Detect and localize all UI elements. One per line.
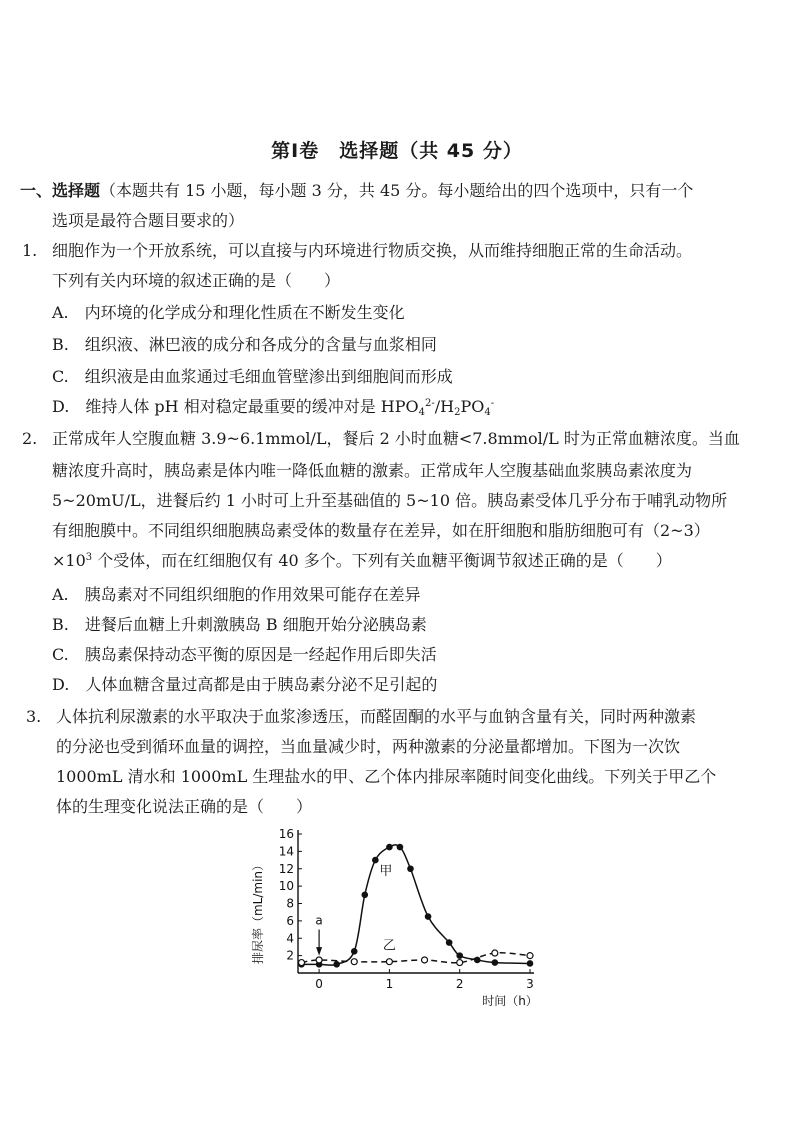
q1-option-c: C. 组织液是由血浆通过毛细血管壁渗出到细胞间而形成 — [52, 367, 453, 386]
q2-line5-pre: ×10 — [52, 551, 86, 570]
series-point-jia — [397, 844, 404, 851]
x-axis-label: 时间（h） — [482, 994, 538, 1008]
chart-layer — [250, 827, 538, 1008]
series-point-jia — [425, 913, 432, 920]
y-axis-label: 排尿率（mL/min） — [251, 858, 265, 965]
annotation-arrow-head — [316, 947, 322, 955]
q2-option-b: B. 进餐后血糖上升刺激胰岛 B 细胞开始分泌胰岛素 — [52, 615, 427, 634]
y-tick-label: 8 — [286, 896, 294, 911]
q3-line1 — [26, 706, 696, 728]
urine-rate-chart — [248, 820, 568, 1020]
q3-number: 3. — [26, 707, 42, 726]
instruction-line1 — [20, 180, 693, 202]
q2-line5 — [52, 550, 672, 572]
series-point-yi — [316, 957, 322, 963]
series-point-yi — [299, 960, 305, 966]
q2-line1 — [22, 428, 740, 450]
y-tick-label: 4 — [286, 931, 294, 946]
series-point-jia — [372, 857, 379, 864]
instruction-line2: 选项是最符合题目要求的） — [52, 211, 245, 230]
q1-d-po: PO — [460, 397, 485, 416]
series-point-jia — [527, 960, 534, 967]
instruction-text1: （本题共有 15 小题，每小题 3 分，共 45 分。每小题给出的四个选项中，只有一个 — [100, 181, 694, 200]
annotation-a: a — [315, 913, 323, 928]
q1-d-sup3: - — [490, 398, 495, 409]
section-title: 第Ⅰ卷 选择题（共 45 分） — [271, 140, 523, 162]
q3-line4: 体的生理变化说法正确的是（ ） — [56, 797, 313, 816]
q1-number: 1. — [22, 241, 38, 260]
series-line-jia — [302, 845, 530, 965]
q1-d-sub1: 4 — [418, 407, 426, 418]
series-point-jia — [361, 892, 368, 899]
q1-d-sub3: 4 — [484, 407, 491, 418]
series-point-yi — [422, 957, 428, 963]
y-tick-label: 10 — [278, 879, 294, 894]
series-label-jia: 甲 — [379, 863, 393, 879]
q1-option-b: B. 组织液、淋巴液的成分和各成分的含量与血浆相同 — [52, 335, 437, 354]
series-point-yi — [492, 950, 498, 956]
q2-line5-post: 个受体，而在红细胞仅有 40 多个。下列有关血糖平衡调节叙述正确的是（ ） — [92, 551, 672, 570]
q1-d-sup1: 2- — [425, 398, 435, 409]
y-tick-label: 14 — [278, 844, 294, 859]
x-tick-label: 1 — [385, 977, 394, 991]
x-tick-label: 2 — [455, 977, 464, 991]
q2-line3: 5~20mU/L，进餐后约 1 小时可上升至基础值的 5~10 倍。胰岛素受体几乎分布于哺乳动物所 — [52, 491, 728, 510]
series-point-jia — [407, 865, 414, 872]
q1-option-d — [52, 396, 494, 418]
series-point-jia — [446, 939, 453, 946]
q1-d-prefix: D. 维持人体 pH 相对稳定最重要的缓冲对是 HPO — [52, 397, 419, 416]
series-point-jia — [333, 961, 340, 968]
q1-line2: 下列有关内环境的叙述正确的是（ ） — [52, 271, 341, 290]
x-tick-label: 3 — [526, 977, 534, 991]
series-label-yi: 乙 — [382, 938, 396, 954]
series-point-yi — [457, 960, 463, 966]
q2-line5-sup: 3 — [85, 552, 93, 563]
q3-line2: 的分泌也受到循环血量的调控，当血量减少时，两种激素的分泌量都增加。下图为一次饮 — [56, 737, 681, 756]
q2-line2: 糖浓度升高时，胰岛素是体内唯一降低血糖的激素。正常成年人空腹基础血浆胰岛素浓度为 — [52, 461, 693, 480]
y-tick-label: 2 — [286, 948, 294, 963]
y-tick-label: 6 — [286, 913, 294, 928]
q3-text1: 人体抗利尿激素的水平取决于血浆渗透压，而醛固酮的水平与血钠含量有关，同时两种激素 — [56, 707, 697, 726]
q2-option-a: A. 胰岛素对不同组织细胞的作用效果可能存在差异 — [52, 585, 421, 604]
series-point-jia — [474, 957, 481, 964]
q2-number: 2. — [22, 429, 38, 448]
q3-line3: 1000mL 清水和 1000mL 生理盐水的甲、乙个体内排尿率随时间变化曲线。下列关于甲乙个 — [56, 767, 717, 786]
q1-line1 — [22, 240, 692, 262]
series-point-jia — [351, 948, 358, 955]
q2-option-c: C. 胰岛素保持动态平衡的原因是一经起作用后即失活 — [52, 645, 437, 664]
q1-option-a: A. 内环境的化学成分和理化性质在不断发生变化 — [52, 303, 405, 322]
q2-text1: 正常成年人空腹血糖 3.9~6.1mmol/L，餐后 2 小时血糖<7.8mmol/L 时为正常血糖浓度。当血 — [52, 429, 740, 448]
instruction-heading: 一、选择题 — [20, 181, 101, 200]
series-point-yi — [386, 959, 392, 965]
x-tick-label: 0 — [315, 977, 323, 991]
q1-d-sub2: 2 — [454, 407, 461, 418]
series-point-jia — [456, 952, 463, 959]
series-point-jia — [492, 959, 499, 966]
series-point-yi — [351, 959, 357, 965]
series-point-jia — [386, 844, 393, 851]
q2-line4: 有细胞膜中。不同组织细胞胰岛素受体的数量存在差异，如在肝细胞和脂肪细胞可有（2~3） — [52, 521, 710, 540]
y-tick-label: 16 — [278, 827, 294, 841]
q1-d-mid: /H — [434, 397, 455, 416]
q2-option-d: D. 人体血糖含量过高都是由于胰岛素分泌不足引起的 — [52, 675, 438, 694]
y-tick-label: 12 — [278, 861, 294, 876]
series-point-yi — [527, 953, 533, 959]
q1-text1: 细胞作为一个开放系统，可以直接与内环境进行物质交换，从而维持细胞正常的生命活动。 — [52, 241, 693, 260]
